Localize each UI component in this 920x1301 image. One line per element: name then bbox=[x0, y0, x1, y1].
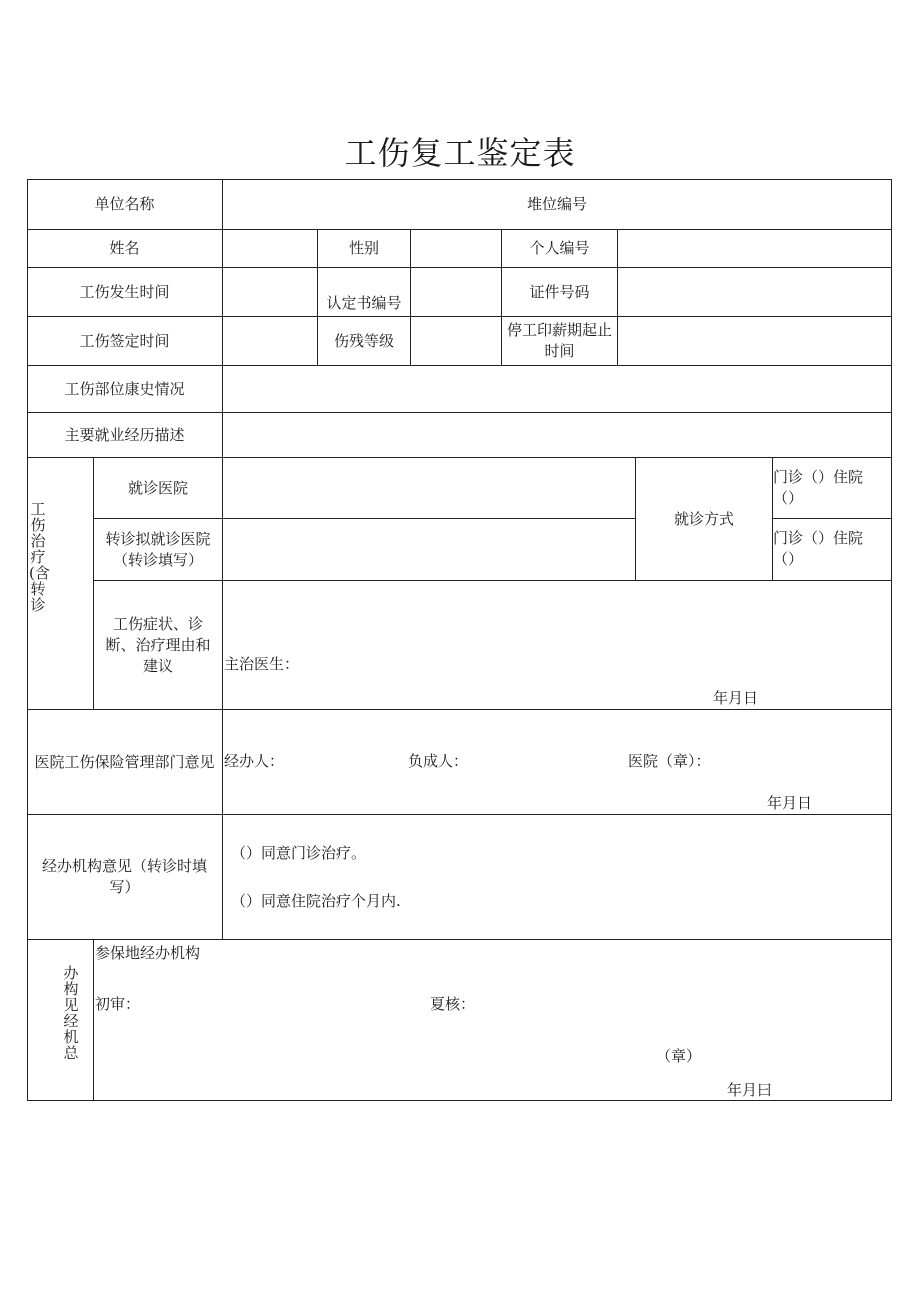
injury-time-field[interactable] bbox=[223, 268, 317, 316]
personal-id-field[interactable] bbox=[618, 230, 891, 267]
transfer-hospital-field[interactable] bbox=[223, 519, 635, 580]
hospital-seal-label: 医院（章）： bbox=[628, 752, 711, 770]
visit-mode-label: 就诊方式 bbox=[673, 509, 734, 528]
agency-seal-label: （章） bbox=[656, 1047, 702, 1065]
responsible-label: 负成人： bbox=[408, 752, 469, 770]
doctor-label: 主治医生： bbox=[224, 655, 300, 673]
employment-label: 主要就业经历描述 bbox=[64, 425, 185, 444]
name-field[interactable] bbox=[223, 230, 317, 267]
cert-no-field[interactable] bbox=[411, 268, 501, 316]
treatment-side-label: 工伤治疗(含转诊 bbox=[29, 500, 50, 614]
disability-field[interactable] bbox=[411, 317, 501, 365]
transfer-hospital-label: 转诊拟就诊医院（转诊填写） bbox=[105, 529, 211, 569]
final-side-label: 办构见经机总 bbox=[63, 964, 79, 1062]
hospital-field[interactable] bbox=[223, 458, 635, 518]
suspension-label: 停工印薪期起止时间 bbox=[506, 321, 612, 360]
personal-id-label: 个人编号 bbox=[529, 239, 590, 257]
employment-field[interactable] bbox=[223, 413, 891, 457]
history-label: 工伤部位康史情况 bbox=[64, 379, 185, 398]
agency-opinion-label: 经办机构意见（转诊时填写） bbox=[41, 857, 207, 896]
insured-agency-label: 参保地经办机构 bbox=[95, 944, 201, 962]
id-no-label: 证件号码 bbox=[529, 282, 590, 301]
id-no-field[interactable] bbox=[618, 268, 891, 316]
handler-label: 经办人： bbox=[224, 752, 285, 770]
disability-label: 伤残等级 bbox=[333, 331, 394, 350]
gender-label: 性别 bbox=[348, 239, 379, 257]
initial-review-label: 初审： bbox=[95, 995, 141, 1013]
name-label: 姓名 bbox=[109, 239, 140, 257]
appraisal-time-field[interactable] bbox=[223, 317, 317, 365]
visit-mode-option-1[interactable]: 门诊（）住院（） bbox=[773, 468, 864, 507]
outpatient-option[interactable]: （）同意门诊治疗。 bbox=[231, 844, 367, 862]
hospital-label: 就诊医院 bbox=[127, 478, 188, 497]
unit-name-label: 单位名称 bbox=[94, 194, 155, 213]
injury-time-label: 工伤发生时间 bbox=[79, 282, 170, 301]
final-date-label: 年月曰 bbox=[727, 1081, 773, 1099]
inpatient-option[interactable]: （）同意住院治疗个月内. bbox=[231, 892, 401, 910]
recheck-label: 夏核： bbox=[430, 995, 476, 1013]
suspension-field[interactable] bbox=[618, 317, 891, 365]
symptoms-field[interactable] bbox=[223, 581, 891, 709]
history-field[interactable] bbox=[223, 366, 891, 412]
symptoms-label: 工伤症状、诊断、治疗理由和建议 bbox=[105, 614, 211, 675]
form-title: 工伤复工鉴定表 bbox=[344, 134, 576, 172]
cert-no-label: 认定书编号 bbox=[326, 294, 402, 312]
gender-field[interactable] bbox=[411, 230, 501, 267]
hospital-dept-date-label: 年月日 bbox=[767, 794, 813, 812]
unit-code-label: 堆位编号 bbox=[526, 194, 587, 213]
hospital-dept-label: 医院工伤保险管理部门意见 bbox=[34, 752, 215, 771]
appraisal-form-table bbox=[27, 179, 892, 1101]
appraisal-time-label: 工伤签定时间 bbox=[79, 331, 170, 350]
visit-mode-option-2[interactable]: 门诊（）住院（） bbox=[773, 529, 864, 568]
symptoms-date-label: 年月日 bbox=[713, 689, 759, 707]
